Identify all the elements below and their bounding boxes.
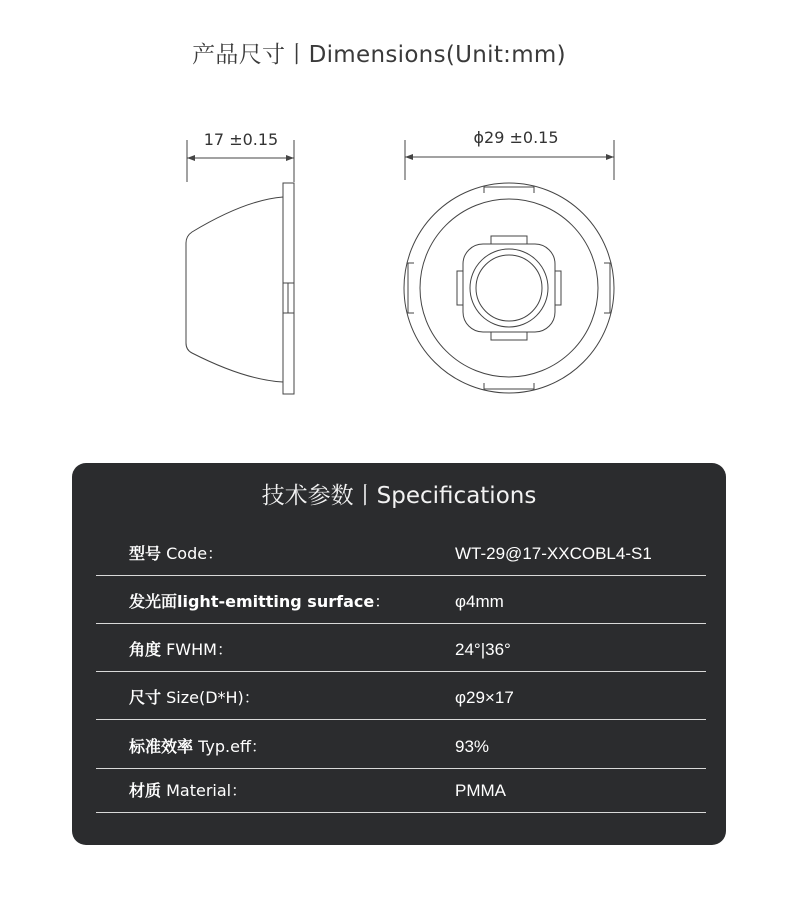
front-dimension xyxy=(405,128,614,180)
spec-label: 角度 FWHM： xyxy=(129,640,233,659)
dimension-drawing xyxy=(0,0,790,440)
spec-label: 材质 Material： xyxy=(129,781,248,800)
spec-row-emitting-surface xyxy=(96,576,706,624)
side-view-lens xyxy=(186,183,294,394)
spec-row-fwhm xyxy=(96,624,706,672)
spec-value: WT-29@17-XXCOBL4-S1 xyxy=(455,544,652,563)
spec-row-code xyxy=(96,528,706,576)
divider xyxy=(96,719,706,720)
spec-row-size xyxy=(96,672,706,720)
spec-row-efficiency xyxy=(96,721,706,769)
front-view-lens xyxy=(404,183,614,393)
spec-value: 24°|36° xyxy=(455,640,511,659)
spec-value: PMMA xyxy=(455,781,506,800)
spec-value: φ29×17 xyxy=(455,688,514,707)
spec-value: φ4mm xyxy=(455,592,504,611)
spec-label: 尺寸 Size(D*H)： xyxy=(129,688,260,707)
spec-label: 型号 Code： xyxy=(129,544,224,563)
side-dimension xyxy=(187,130,294,182)
front-dimension-label: ɸ29 ±0.15 xyxy=(473,128,559,147)
side-dimension-label: 17 ±0.15 xyxy=(203,130,279,149)
spec-label: 发光面light-emitting surface： xyxy=(129,592,391,611)
page-title: 产品尺寸丨Dimensions(Unit:mm) xyxy=(192,42,566,68)
spec-value: 93% xyxy=(455,737,490,756)
divider xyxy=(96,812,706,813)
spec-label: 标准效率 Typ.eff： xyxy=(129,737,267,756)
specifications-title: 技术参数丨Specifications xyxy=(261,483,537,509)
spec-row-material xyxy=(96,765,706,813)
specifications-panel xyxy=(72,463,726,845)
